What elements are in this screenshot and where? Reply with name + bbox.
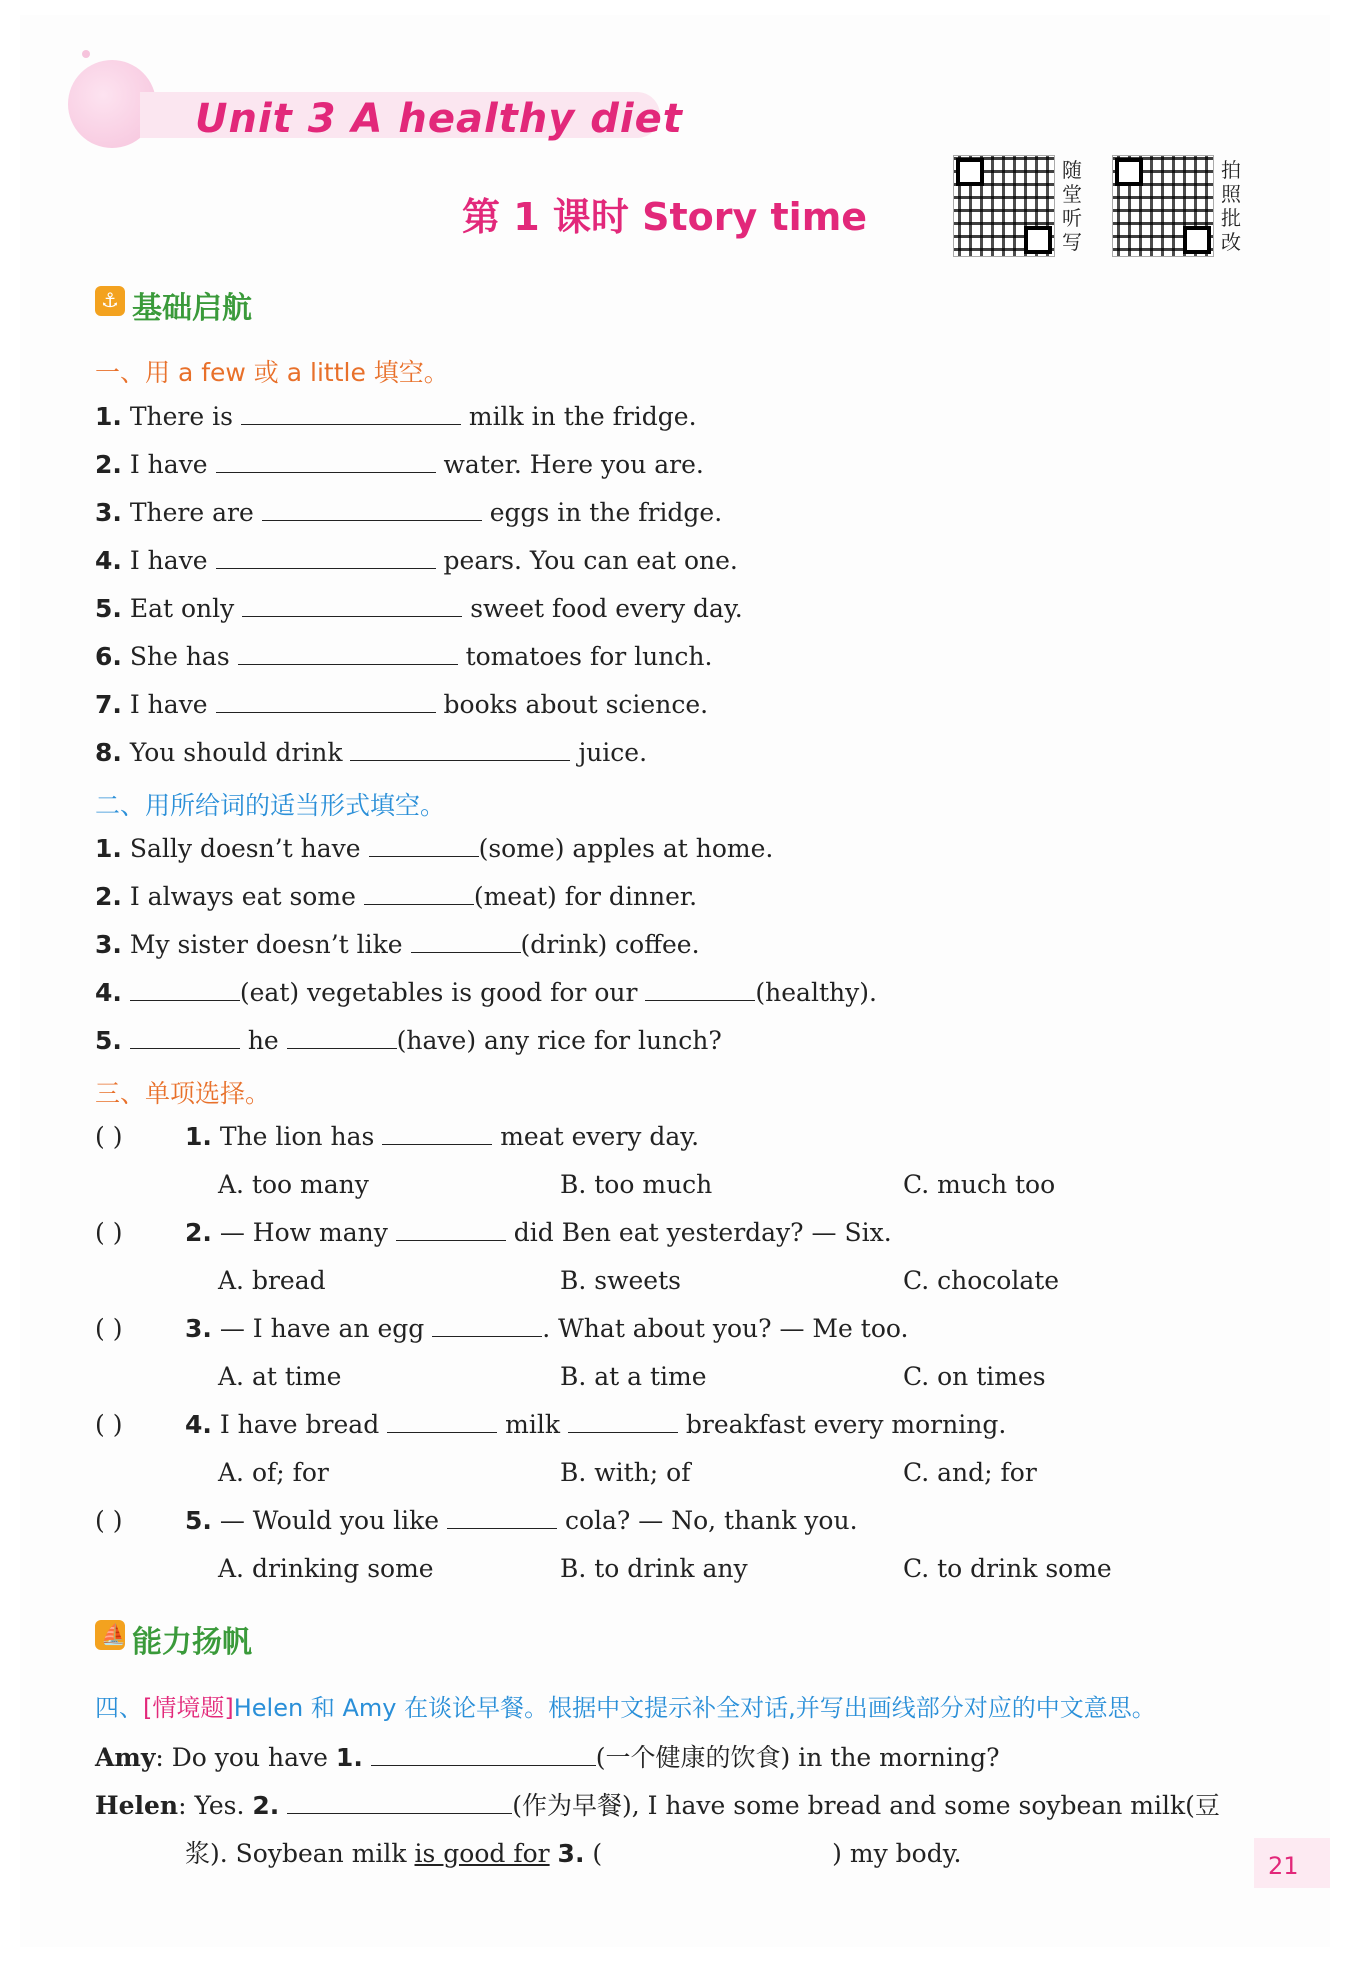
mc3-option-c[interactable]: C. on times [903,1362,1046,1391]
answer-blank[interactable] [216,546,436,569]
mc4-option-a[interactable]: A. of; for [218,1458,329,1487]
answer-blank [382,1122,492,1145]
mc4-option-c[interactable]: C. and; for [903,1458,1037,1487]
answer-paren[interactable]: ( ) [95,1122,123,1151]
part4-instruction: 四、[情境题]Helen 和 Amy 在谈论早餐。根据中文提示补全对话,并写出画线部分对应的中文意思。 [95,1694,1156,1722]
part3-instruction: 三、单项选择。 [95,1079,271,1108]
mc1-option-a[interactable]: A. too many [218,1170,369,1199]
part2-item-1: 1. Sally doesn’t have (some) apples at home. [95,834,774,863]
qr-code-correction[interactable] [1112,155,1214,257]
dialogue-amy: Amy: Do you have 1. (一个健康的饮食) in the morning? [95,1743,1000,1772]
part2-item-4: 4. (eat) vegetables is good for our (healthy). [95,978,877,1007]
answer-blank[interactable] [216,450,436,473]
answer-blank[interactable] [262,498,482,521]
mc5-option-c[interactable]: C. to drink some [903,1554,1112,1583]
mc-question-1: 1. The lion has meat every day. [185,1122,700,1151]
answer-blank[interactable] [645,978,755,1001]
answer-blank[interactable] [411,930,521,953]
answer-paren[interactable]: ( ) [95,1506,123,1535]
part1-item-1: 1. There is milk in the fridge. [95,402,697,431]
answer-blank [447,1506,557,1529]
part2-item-2: 2. I always eat some (meat) for dinner. [95,882,698,911]
answer-blank [568,1410,678,1433]
answer-blank[interactable] [364,882,474,905]
answer-blank[interactable] [130,1026,240,1049]
part1-item-7: 7. I have books about science. [95,690,709,719]
section-title-basic: 基础启航 [132,291,252,326]
mc-question-4: 4. I have bread milk breakfast every morning. [185,1410,1007,1439]
part1-item-3: 3. There are eggs in the fridge. [95,498,723,527]
qr-code-dictation[interactable] [953,155,1055,257]
dialogue-helen: Helen: Yes. 2. (作为早餐), I have some bread and some soybean milk(豆 [95,1791,1220,1820]
lesson-title: 第 1 课时 Story time [462,195,868,239]
context-tag: [情境题] [143,1694,234,1722]
answer-blank [387,1410,497,1433]
part1-item-2: 2. I have water. Here you are. [95,450,704,479]
mc-question-5: 5. — Would you like cola? — No, thank you. [185,1506,858,1535]
qr-label-correction: 拍照批改 [1221,158,1241,254]
part1-item-6: 6. She has tomatoes for lunch. [95,642,713,671]
answer-blank[interactable] [238,642,458,665]
answer-blank[interactable] [216,690,436,713]
mc1-option-c[interactable]: C. much too [903,1170,1056,1199]
part1-instruction: 一、用 a few 或 a little 填空。 [95,358,449,387]
sail-icon: ⛵ [95,1620,125,1650]
mc5-option-b[interactable]: B. to drink any [560,1554,748,1583]
answer-blank[interactable] [371,1743,596,1766]
answer-blank[interactable] [130,978,240,1001]
part1-item-5: 5. Eat only sweet food every day. [95,594,743,623]
mc5-option-a[interactable]: A. drinking some [218,1554,434,1583]
part1-item-8: 8. You should drink juice. [95,738,648,767]
section-title-ability: 能力扬帆 [132,1625,252,1660]
mc2-option-c[interactable]: C. chocolate [903,1266,1060,1295]
part2-item-5: 5. he (have) any rice for lunch? [95,1026,722,1055]
mc-question-2: 2. — How many did Ben eat yesterday? — Six. [185,1218,892,1247]
answer-blank [396,1218,506,1241]
answer-blank[interactable] [242,594,462,617]
unit-title: Unit 3 A healthy diet [195,96,683,142]
answer-paren[interactable]: ( ) [95,1410,123,1439]
underlined-phrase: is good for [414,1839,550,1868]
mc3-option-a[interactable]: A. at time [218,1362,342,1391]
mc2-option-b[interactable]: B. sweets [560,1266,681,1295]
answer-paren[interactable]: ( ) [95,1314,123,1343]
mc2-option-a[interactable]: A. bread [218,1266,326,1295]
answer-blank[interactable] [350,738,570,761]
mc-question-3: 3. — I have an egg . What about you? — Me too. [185,1314,909,1343]
part1-item-4: 4. I have pears. You can eat one. [95,546,738,575]
part2-item-3: 3. My sister doesn’t like (drink) coffee. [95,930,700,959]
answer-blank[interactable] [287,1026,397,1049]
mc3-option-b[interactable]: B. at a time [560,1362,707,1391]
answer-paren[interactable]: ( ) [95,1218,123,1247]
dialogue-helen-cont: 浆). Soybean milk is good for 3. ( ) my body. [185,1839,962,1868]
anchor-icon: ⚓ [95,286,125,316]
answer-blank[interactable] [287,1791,512,1814]
answer-blank[interactable] [369,834,479,857]
mc4-option-b[interactable]: B. with; of [560,1458,691,1487]
page-number: 21 [1268,1852,1299,1880]
mc1-option-b[interactable]: B. too much [560,1170,713,1199]
answer-blank[interactable] [241,402,461,425]
part2-instruction: 二、用所给词的适当形式填空。 [95,791,446,820]
qr-label-dictation: 随堂听写 [1062,158,1082,254]
answer-blank [432,1314,542,1337]
